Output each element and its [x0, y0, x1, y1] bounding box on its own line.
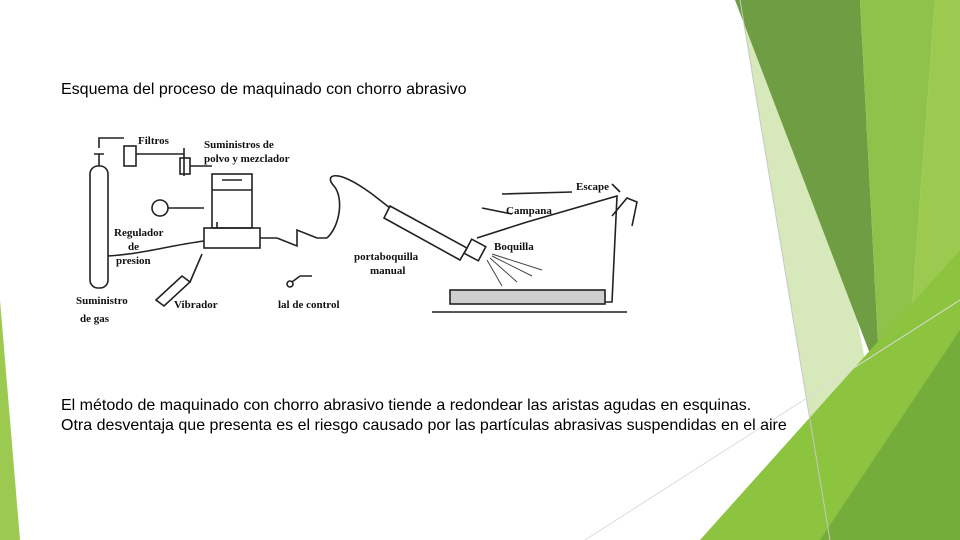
- label-suministro-gas-2: de gas: [80, 313, 110, 325]
- label-portaboquilla-2: manual: [370, 265, 406, 277]
- abrasive-jet-diagram: [72, 126, 650, 328]
- decor-left-accent: [0, 300, 20, 540]
- label-campana: Campana: [506, 205, 552, 217]
- label-regulador-1: Regulador: [114, 227, 164, 239]
- label-suministros-2: polvo y mezclador: [204, 153, 290, 165]
- label-pedal: lal de control: [278, 299, 340, 311]
- paragraph-risk: Otra desventaja que presenta es el riesgo causado por las partículas abrasivas suspendidas en el aire: [61, 417, 787, 434]
- label-suministros-1: Suministros de: [204, 139, 274, 151]
- label-suministro-gas-1: Suministro: [76, 295, 128, 307]
- workpiece: [450, 290, 605, 304]
- label-escape: Escape: [576, 181, 609, 193]
- slide-body: [61, 396, 861, 436]
- label-filtros: Filtros: [138, 135, 169, 147]
- slide-title: Esquema del proceso de maquinado con chorro abrasivo: [61, 81, 467, 98]
- paragraph-rounding: El método de maquinado con chorro abrasivo tiende a redondear las aristas agudas en esquinas.: [61, 397, 752, 414]
- label-regulador-3: presion: [116, 255, 151, 267]
- label-portaboquilla-1: portaboquilla: [354, 251, 419, 263]
- label-vibrador: Vibrador: [174, 299, 218, 311]
- label-regulador-2: de: [128, 241, 139, 253]
- label-boquilla: Boquilla: [494, 241, 534, 253]
